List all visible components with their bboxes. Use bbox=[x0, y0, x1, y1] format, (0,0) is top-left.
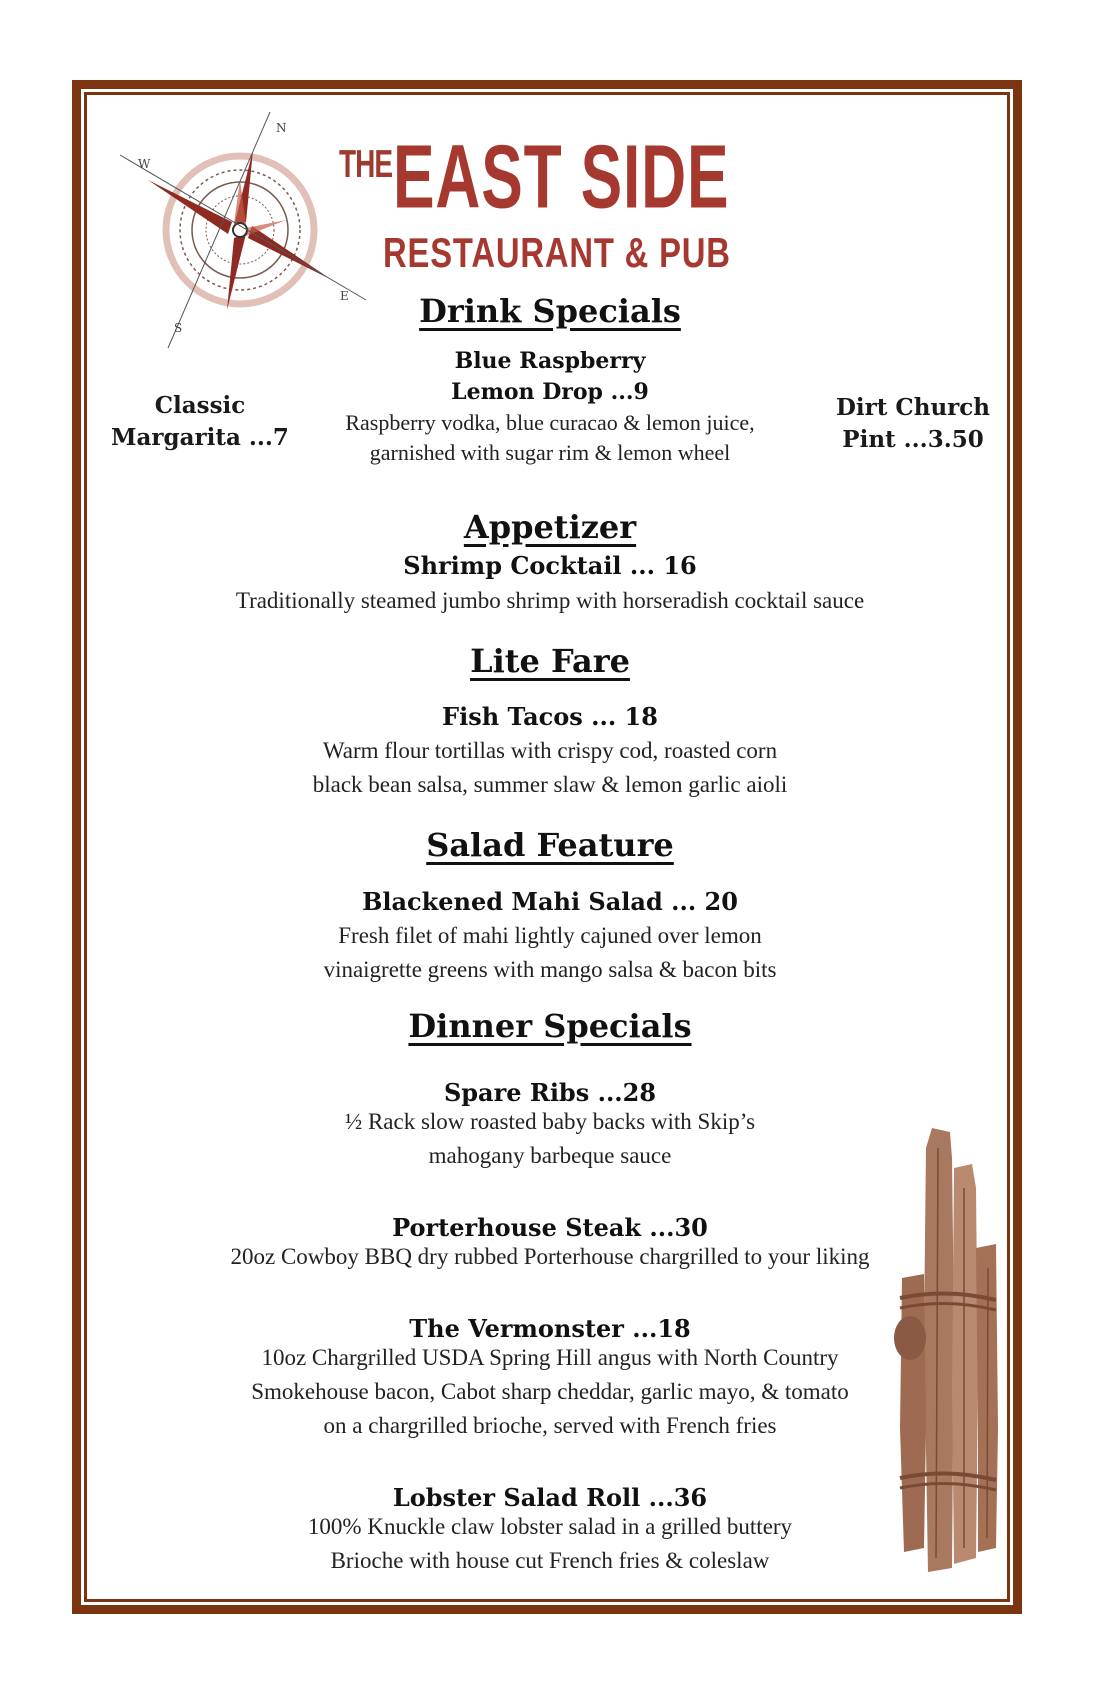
appetizer-item-name: Shrimp Cocktail ... 16 bbox=[403, 551, 697, 580]
salad-item-desc bbox=[150, 919, 950, 987]
drink-dirt-church bbox=[823, 392, 1003, 456]
compass-letter-e: E bbox=[340, 289, 349, 303]
compass-letter-w: W bbox=[138, 157, 151, 171]
dinner-item-name: Lobster Salad Roll ...36 bbox=[392, 1483, 708, 1512]
salad-item-name: Blackened Mahi Salad ... 20 bbox=[362, 887, 738, 916]
dinner-item-spare-ribs bbox=[150, 1078, 950, 1173]
logo-the: THE bbox=[339, 142, 392, 186]
dinner-item-name: The Vermonster ...18 bbox=[409, 1314, 691, 1343]
drink-center-name1: Blue Raspberry bbox=[454, 348, 646, 374]
compass-letter-n: N bbox=[276, 121, 287, 135]
dinner-item-desc1: 100% Knuckle claw lobster salad in a grilled buttery bbox=[307, 1514, 793, 1539]
dinner-item-desc2: mahogany barbeque sauce bbox=[428, 1143, 672, 1168]
dinner-item-desc3: on a chargrilled brioche, served with French fries bbox=[323, 1413, 777, 1438]
drink-left-line1: Classic bbox=[154, 392, 246, 419]
salad-desc1: Fresh filet of mahi lightly cajuned over lemon bbox=[338, 923, 762, 948]
compass-letter-s: S bbox=[174, 321, 183, 335]
drink-center-name2: Lemon Drop ...9 bbox=[451, 379, 649, 405]
dinner-item-desc2: Brioche with house cut French fries & coleslaw bbox=[330, 1548, 770, 1573]
drink-center-desc2: garnished with sugar rim & lemon wheel bbox=[369, 440, 731, 465]
logo-east-side: EAST SIDE bbox=[393, 127, 730, 228]
dinner-item-desc1: ½ Rack slow roasted baby backs with Skip’s bbox=[344, 1109, 756, 1134]
dinner-item-lobster-roll bbox=[150, 1483, 950, 1578]
dinner-specials-heading: Dinner Specials bbox=[408, 1007, 692, 1045]
lite-fare-heading: Lite Fare bbox=[470, 642, 630, 680]
drink-left-line2: Margarita ...7 bbox=[111, 424, 289, 451]
drink-right-line2: Pint ...3.50 bbox=[842, 426, 984, 453]
dinner-item-desc1: 10oz Chargrilled USDA Spring Hill angus with North Country bbox=[261, 1345, 839, 1370]
lite-fare-desc1: Warm flour tortillas with crispy cod, roasted corn bbox=[322, 738, 778, 763]
dinner-item-vermonster bbox=[150, 1314, 950, 1443]
drink-center-desc1: Raspberry vodka, blue curacao & lemon juice, bbox=[345, 410, 755, 435]
dinner-item-desc1: 20oz Cowboy BBQ dry rubbed Porterhouse chargrilled to your liking bbox=[230, 1244, 870, 1269]
restaurant-logo bbox=[335, 128, 755, 288]
dinner-item-desc2: Smokehouse bacon, Cabot sharp cheddar, garlic mayo, & tomato bbox=[251, 1379, 849, 1404]
lite-fare-item-desc bbox=[150, 734, 950, 802]
drink-specials-heading: Drink Specials bbox=[419, 292, 681, 330]
appetizer-heading: Appetizer bbox=[463, 508, 637, 546]
lite-fare-item-name: Fish Tacos ... 18 bbox=[442, 702, 658, 731]
drink-right-line1: Dirt Church bbox=[835, 394, 991, 421]
dinner-item-name: Porterhouse Steak ...30 bbox=[392, 1213, 708, 1242]
driftwood-icon bbox=[892, 1128, 1002, 1578]
lite-fare-desc2: black bean salsa, summer slaw & lemon garlic aioli bbox=[312, 772, 788, 797]
appetizer-item-desc: Traditionally steamed jumbo shrimp with horseradish cocktail sauce bbox=[235, 588, 865, 613]
salad-feature-heading: Salad Feature bbox=[426, 826, 674, 864]
logo-restaurant-pub: RESTAURANT & PUB bbox=[383, 230, 731, 277]
salad-desc2: vinaigrette greens with mango salsa & bacon bits bbox=[323, 957, 777, 982]
dinner-item-porterhouse bbox=[150, 1213, 950, 1274]
dinner-item-name: Spare Ribs ...28 bbox=[443, 1078, 657, 1107]
